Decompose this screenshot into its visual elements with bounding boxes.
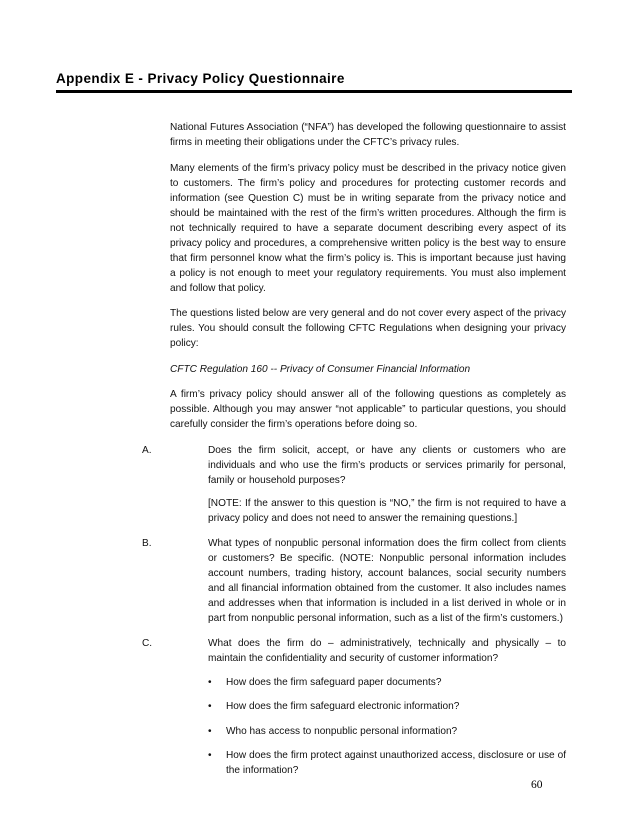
question-text: Does the firm solicit, accept, or have any clients or customers who are individuals and who use the firm’s products or services primarily for personal, family or household purposes? <box>208 444 566 486</box>
question-b <box>142 536 566 626</box>
bullet-text: How does the firm safeguard electronic information? <box>226 701 460 712</box>
question-a <box>142 443 566 526</box>
general-paragraph: The questions listed below are very general and do not cover every aspect of the privacy rules. You should consult the following CFTC Regulations when designing your privacy policy: <box>170 308 566 349</box>
question-c <box>142 636 566 779</box>
bullet-icon: • <box>208 750 212 761</box>
question-letter: C. <box>142 637 153 649</box>
list-item <box>208 748 566 778</box>
question-letter: A. <box>142 444 152 456</box>
list-item <box>208 699 566 714</box>
list-item <box>208 724 566 739</box>
bullet-text: How does the firm safeguard paper documents? <box>226 676 442 688</box>
regulation-reference: CFTC Regulation 160 -- Privacy of Consumer Financial Information <box>170 363 471 375</box>
bullet-list <box>208 675 566 779</box>
question-letter: B. <box>142 537 152 549</box>
bullet-text: Who has access to nonpublic personal information? <box>226 725 458 737</box>
list-item <box>208 675 566 690</box>
bullet-icon: • <box>208 725 212 737</box>
bullet-icon: • <box>208 701 212 712</box>
question-note: [NOTE: If the answer to this question is “NO,” the firm is not required to have a privacy policy and does not need to answer the remaining questions.] <box>208 497 566 524</box>
heading-rule <box>56 90 572 93</box>
bullet-text: How does the firm protect against unauthorized access, disclosure or use of the information? <box>226 750 566 776</box>
appendix-heading: Appendix E - Privacy Policy Questionnaire <box>56 71 345 86</box>
answer-paragraph: A firm’s privacy policy should answer all of the following questions as completely as possible. Although you may answer “not applicable” to particular questions, you should carefully consider the firm’s operations before doing so. <box>170 389 566 430</box>
elements-paragraph: Many elements of the firm’s privacy policy must be described in the privacy notice given to customers. The firm’s policy and procedures for protecting customer records and information (see Question C) must be in writing separate from the privacy notice and should be maintained with the rest of the firm’s written procedures. Although the firm is not technically required to have a separate document describing every aspect of its privacy policy and procedures, a comprehensive written policy is the best way to ensure that firm personnel know what the firm’s policy is. This is important because just having a policy is not enough to meet your regulatory requirements. You must also implement and follow that policy. <box>170 162 566 294</box>
intro-paragraph: National Futures Association (“NFA”) has developed the following questionnaire to assist firms in meeting their obligations under the CFTC’s privacy rules. <box>170 122 566 148</box>
page-number: 60 <box>531 779 543 791</box>
bullet-icon: • <box>208 676 212 688</box>
question-text: What types of nonpublic personal information does the firm collect from clients or customers? Be specific. (NOTE: Nonpublic personal information includes account numbers, trading history, account balances, social security numbers and all financial information obtained from the customer. It also includes names and addresses when that information is included in a list derived in whole or in part from nonpublic personal information, such as a list of the firm’s customers.) <box>208 537 566 624</box>
question-text: What does the firm do – administratively, technically and physically – to maintain the confidentiality and security of customer information? <box>208 637 566 664</box>
document-body <box>142 120 566 788</box>
